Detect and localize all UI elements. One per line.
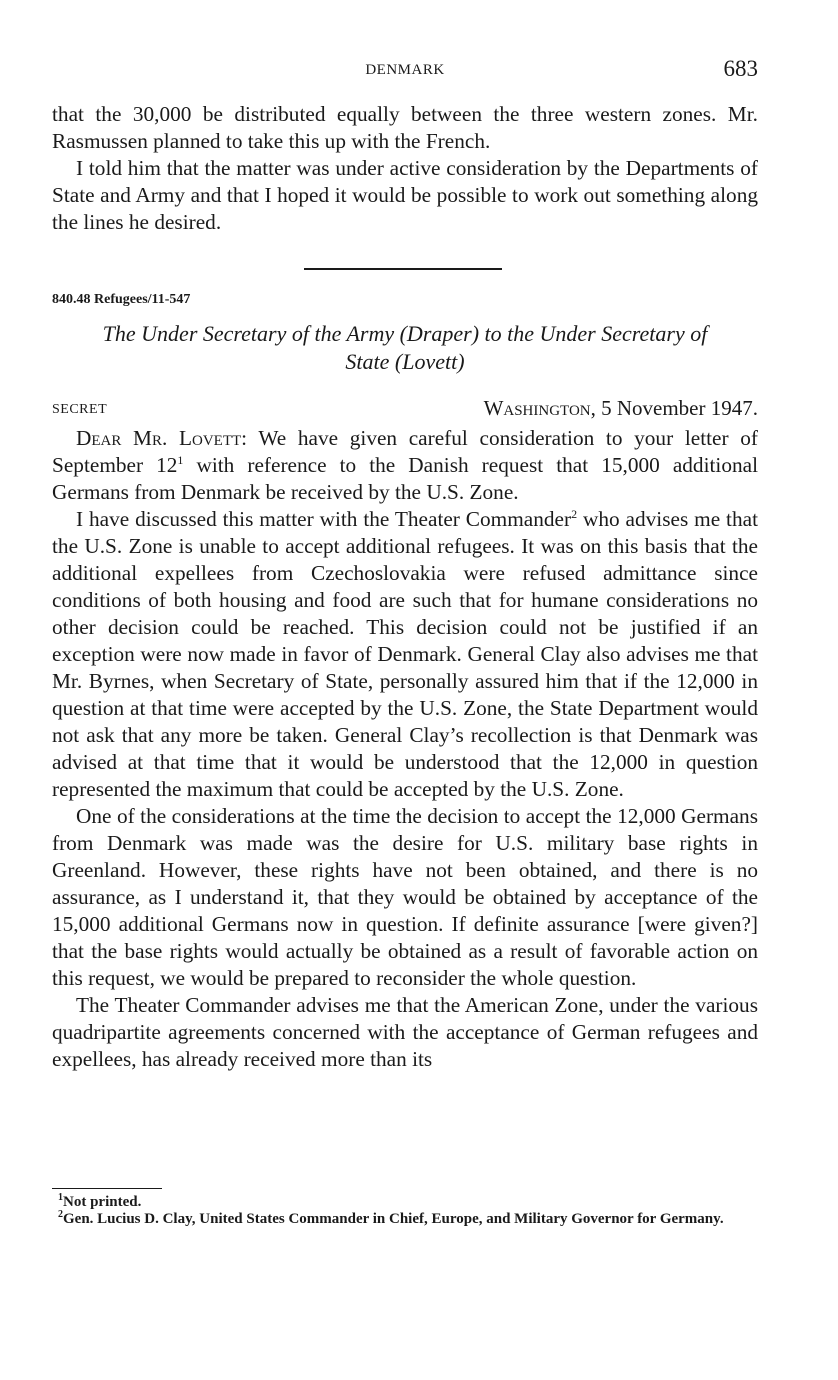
footnote-1 (52, 1194, 758, 1211)
page-header (52, 56, 758, 86)
document-title (52, 320, 758, 376)
place-and-date (484, 396, 758, 421)
letter-paragraph-1-text-a: We have given careful consideration to your letter of September 12 (52, 426, 758, 477)
footnote-1-mark: 1 (58, 1192, 63, 1203)
file-reference: 840.48 Refugees/11-547 (52, 292, 191, 307)
page-number: 683 (723, 56, 758, 81)
intro-paragraph-1: that the 30,000 be distributed equally between the three western zones. Mr. Rasmussen planned to take this up with the French. (52, 102, 758, 153)
footnotes (52, 1194, 758, 1228)
intro-text (52, 101, 758, 236)
running-head: DENMARK (365, 62, 445, 78)
footnote-2 (52, 1211, 758, 1228)
footnote-2-mark: 2 (58, 1209, 63, 1220)
footnote-divider (52, 1188, 162, 1189)
footnote-1-reference: 1 (177, 452, 184, 467)
footnote-1-text: Not printed. (63, 1194, 142, 1210)
classification-marking: SECRET (52, 402, 108, 417)
letter-paragraph-2-text-a: I have discussed this matter with the Theater Commander (76, 507, 572, 531)
letter-paragraph-2-text-b: who advises me that the U.S. Zone is unable to accept additional refugees. It was on this basis that the additional expellees from Czechoslovakia were refused admittance since conditions of both housing and food are such that for humane considerations no other decision could be reached. This decision could not be justified if an exception were now made in favor of Denmark. General Clay also advises me that Mr. Byrnes, when Secretary of State, personally assured him that if the 12,000 in question at that time were accepted by the U.S. Zone, the State Department would not ask that any more be taken. General Clay’s recollection is that Denmark was advised at that time that it would be understood that the 12,000 in question represented the maximum that could be accepted by the U.S. Zone. (52, 507, 758, 801)
document-title-line-2: State (Lovett) (345, 349, 465, 374)
dateline (52, 396, 758, 424)
letter-paragraph-4: The Theater Commander advises me that the American Zone, under the various quadripartite agreements concerned with the acceptance of German refugees and expellees, has already received more than its (52, 993, 758, 1071)
place: Washington (483, 396, 591, 420)
date: , 5 November 1947. (590, 396, 758, 420)
letter-paragraph-1-text-b: with reference to the Danish request that 15,000 additional Germans from Denmark be received by the U.S. Zone. (52, 453, 758, 504)
footnote-2-reference: 2 (571, 506, 578, 521)
letter-paragraph-1 (52, 425, 758, 506)
footnote-2-text: Gen. Lucius D. Clay, United States Commander in Chief, Europe, and Military Governor for Germany. (63, 1211, 724, 1227)
section-divider (304, 268, 502, 270)
intro-paragraph-2: I told him that the matter was under active consideration by the Departments of State and Army and that I hoped it would be possible to work out something along the lines he desired. (52, 156, 758, 234)
salutation-separator: : (241, 426, 248, 450)
letter-body (52, 425, 758, 1073)
document-title-line-1: The Under Secretary of the Army (Draper) to the Under Secretary of (102, 321, 708, 346)
letter-paragraph-3: One of the considerations at the time the decision to accept the 12,000 Germans from Denmark was made was the desire for U.S. military base rights in Greenland. However, these rights have not been obtained, and there is no assurance, as I understand it, that they would be obtained by acceptance of the 15,000 additional Germans now in question. If definite assurance [were given?] that the base rights would actually be obtained as a result of favorable action on this request, we would be prepared to reconsider the whole question. (52, 804, 758, 990)
salutation: Dear Mr. Lovett (76, 426, 242, 450)
letter-paragraph-2 (52, 506, 758, 803)
